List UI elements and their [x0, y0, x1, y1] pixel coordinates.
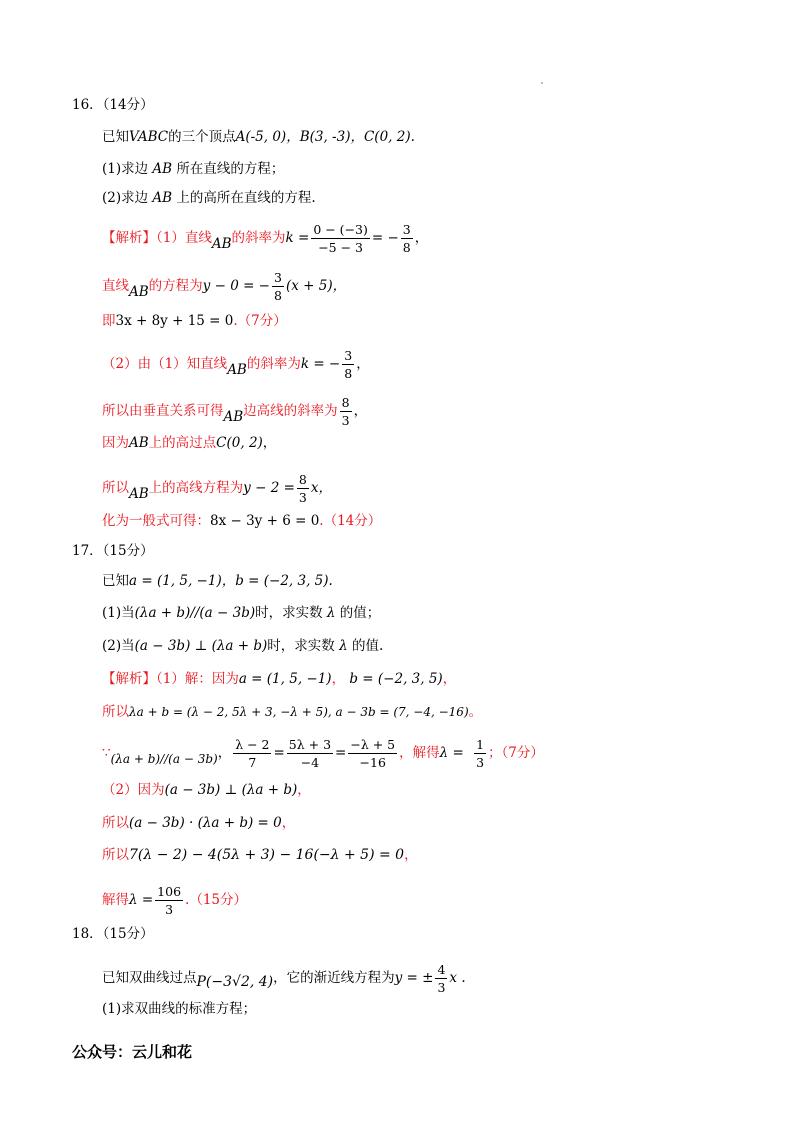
q17-part1: (1)当(λa + b)//(a − 3b)时，求实数 λ 的值；	[102, 605, 381, 621]
q16-sol-line3: 即3x + 8y + 15 = 0.（7分）	[102, 313, 287, 329]
q17-sol-line3: ∵(λa + b)//(a − 3b)， $\frac{\lambda - 2}{7}$ = $\frac{5\lambda + 3}{-4}$ = $\frac{-\lambda + 5}{-16}$ ，解得λ = $\frac{1}{3}$ ；（7分）	[102, 737, 544, 770]
q16-sol-line2: 直线AB的方程为y − 0 = − $\frac{3}{8}$ (x + 5)，	[102, 270, 347, 303]
q18-stem: 已知双曲线过点P(−3√2, 4)，它的渐近线方程为y = ± $\frac{4}{3}$ x .	[102, 962, 466, 995]
q17-sol-line1: 【解析】（1）解：因为a = (1, 5, −1)， b = (−2, 3, 5)，	[102, 671, 457, 687]
q17-sol-line5: 所以(a − 3b) · (λa + b) = 0，	[102, 815, 296, 831]
q17-header: 17．（15分）	[72, 543, 154, 559]
q17-stem: 已知a = (1, 5, −1)，b = (−2, 3, 5).	[102, 573, 333, 589]
q17-part2: (2)当(a − 3b) ⊥ (λa + b)时，求实数 λ 的值.	[102, 638, 384, 654]
q18-part1: (1)求双曲线的标准方程；	[102, 1001, 257, 1017]
q16-header: 16．（14分）	[72, 97, 154, 113]
q17-sol-line4: （2）因为(a − 3b) ⊥ (λa + b)，	[102, 782, 311, 798]
q17-sol-line6: 所以7(λ − 2) − 4(5λ + 3) − 16(−λ + 5) = 0，	[102, 847, 418, 863]
q16-sol-line7: 所以AB上的高线方程为y − 2 = $\frac{8}{3}$ x，	[102, 472, 332, 505]
q16-sol-line4: （2）由（1）知直线AB的斜率为k = − $\frac{3}{8}$ ，	[102, 348, 370, 381]
q17-sol-line7: 解得λ = $\frac{106}{3}$ .（15分）	[102, 884, 248, 917]
q16-part1: (1)求边 AB 所在直线的方程；	[102, 161, 285, 177]
q16-part2: (2)求边 AB 上的高所在直线的方程.	[102, 190, 316, 206]
q16-sol-line8: 化为一般式可得：8x − 3y + 6 = 0.（14分）	[102, 513, 382, 529]
q16-sol-line5: 所以由垂直关系可得AB边高线的斜率为 $\frac{8}{3}$ ，	[102, 395, 368, 428]
q16-sol-line1: 【解析】（1）直线AB的斜率为k = $\frac{0 - (-3)}{-5 - 3}$ = − $\frac{3}{8}$ ，	[102, 222, 429, 255]
footer-wechat-account: 公众号：云儿和花	[72, 1043, 193, 1061]
q17-sol-line2: 所以λa + b = (λ − 2, 5λ + 3, −λ + 5), a − 3b = (7, −4, −16)。	[102, 704, 483, 720]
q16-stem: 已知VABC的三个顶点A(-5, 0)，B(3, -3)，C(0, 2).	[102, 129, 415, 145]
speck	[541, 82, 543, 84]
q18-header: 18．（15分）	[72, 926, 154, 942]
q16-sol-line6: 因为AB上的高过点C(0, 2)，	[102, 435, 277, 451]
